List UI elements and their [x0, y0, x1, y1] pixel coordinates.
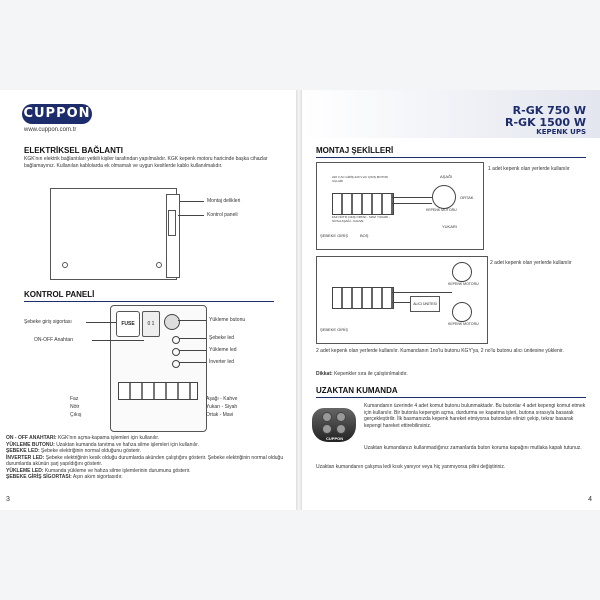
- diagram1-terminal-block: [332, 193, 394, 215]
- remote-para-1: Kumandanın üzerinde 4 adet komut butonu bulunmaktadır. Bu butonlar 4 adet kepengi komut etmek için kullanılır. Bir butonla kepengin açma, durdurma ve kapatma işleri, butona sırasıyla basarak gerçekleştirilir. İlk basmanızda kepenk hareket etmiyorsa butondan elinizi çekip, tekrar basarak kepengi hareket ettirebilirsiniz.: [364, 403, 586, 429]
- control-panel-title: KONTROL PANELİ: [24, 290, 95, 299]
- mounting-title: MONTAJ ŞEKİLLERİ: [316, 146, 394, 155]
- section-divider: [316, 157, 586, 158]
- mount-hole-icon: [156, 262, 162, 268]
- remote-para-3: Uzaktan kumandanın çalışma ledi kısık yanıyor veya hiç yanmıyorsa pilini değiştiriniz.: [316, 464, 506, 470]
- common-label: ORTAK: [460, 195, 474, 200]
- electrical-title: ELEKTRİKSEL BAĞLANTI: [24, 146, 123, 155]
- desc-item: YÜKLEME LED: Kumanda yükleme ve hafıza silme işlemlerinin durumunu gösterir.: [6, 467, 191, 474]
- mains-led-label: Şebeke led: [209, 335, 235, 341]
- mains-input-label: ŞEBEKE GİRİŞ: [320, 327, 349, 332]
- remote-button: [336, 412, 346, 422]
- load-button: [164, 314, 180, 330]
- terminal-block: [118, 382, 198, 400]
- right-page: [302, 90, 600, 510]
- pointer-line: [179, 362, 206, 363]
- terminal-up-label: Yukarı - Siyah: [206, 404, 238, 410]
- left-page: [0, 90, 296, 510]
- down-label: AŞAĞI: [440, 174, 453, 179]
- control-panel-label: Kontrol paneli: [207, 212, 238, 218]
- pointer-line: [178, 215, 204, 216]
- pointer-line: [92, 340, 144, 341]
- diagram2-caption: 2 adet kepenk olan yerlerde kullanılır: [490, 260, 572, 266]
- warning-note: Dikkat: Kepenkler sıra ile çalıştırılmalıdır.: [316, 371, 408, 377]
- load-button-label: Yükleme butonu: [209, 317, 246, 323]
- diagram1-headers: 220 V AC GİRİŞ 220 V AC ÇIKIŞ MOTOR UÇLARI: [332, 175, 388, 183]
- remote-button: [322, 424, 332, 434]
- fuse-holder: FUSE: [116, 311, 140, 337]
- desc-item: YÜKLEME BUTONU: Uzaktan kumanda tanıtma ve hafıza silme işlemleri için kullanılır.: [6, 441, 200, 448]
- on-off-label: ON-OFF Anahtarı: [34, 337, 74, 343]
- mount-hole-icon: [62, 262, 68, 268]
- terminal-neutral-label: Nötr: [70, 404, 80, 410]
- page-number: 4: [588, 496, 592, 503]
- diagram1-terminal-texts: FAZ NÖTR ÇIKIŞ ORTAK - MAVİ YUKARI - SİYAH AŞAĞI - KAHVE: [332, 215, 391, 223]
- remote-para-2: Uzaktan kumandanızı kullanmadığınız zamanlarda buton koruma kapağını mutlaka kapalı tutunuz.: [364, 445, 582, 451]
- receiver-unit: ALICI ÜNİTESİ: [410, 296, 440, 312]
- remote-button: [336, 424, 346, 434]
- section-divider: [316, 397, 586, 398]
- section-divider: [24, 301, 274, 302]
- wire: [392, 197, 432, 198]
- pointer-line: [179, 350, 206, 351]
- page-number: 3: [6, 496, 10, 503]
- diagram1-caption: 1 adet kepenk olan yerlerde kullanılır: [488, 166, 570, 172]
- control-panel-window: [168, 210, 176, 236]
- wire: [392, 292, 452, 293]
- cuppon-logo: CUPPON: [22, 104, 92, 124]
- mains-input-label: ŞEBEKE GİRİŞ: [320, 233, 349, 238]
- inverter-led-label: İnverter led: [209, 359, 235, 365]
- motor-icon: [452, 262, 472, 282]
- description-list: [6, 435, 290, 481]
- wire: [392, 302, 410, 303]
- load-led-label: Yükleme led: [209, 347, 237, 353]
- model-line-3: KEPENK UPS: [536, 128, 586, 136]
- motor-label: KEPENK MOTORU: [426, 208, 457, 212]
- pointer-line: [86, 322, 116, 323]
- model-line-2: R-GK 1500 W: [505, 116, 586, 129]
- terminal-common-label: Ortak - Mavi: [206, 412, 234, 418]
- electrical-text: KGK'nın elektrik bağlantıları yetkili kişiler tarafından yapılmalıdır. KGK kepenk motoru haricinde başka cihazlar bağlamayınız. Kullanılan kablolarda ek olmamalı ve uygun kesitlerde kablo kullanılmalıdır.: [24, 156, 268, 169]
- remote-title: UZAKTAN KUMANDA: [316, 386, 398, 395]
- terminal-output-label: Çıkış: [70, 412, 82, 418]
- remote-brand: CUPPON: [326, 436, 344, 441]
- pointer-line: [180, 201, 204, 202]
- pointer-line: [179, 338, 206, 339]
- up-label: YUKARI: [442, 224, 457, 229]
- motor-icon: [432, 185, 456, 209]
- pointer-line: [178, 320, 206, 321]
- ups-side-panel: [166, 194, 180, 278]
- desc-item: İNVERTER LED: Şebeke elektriğinin kesik olduğu durumlarda akünden çalıştığını gösterir. Şebeke elektriğinin normal olduğu durumlarda akünün şarj yapıldığını gösterir.: [6, 454, 284, 467]
- model-line-1: R-GK 750 W: [512, 104, 586, 117]
- remote-button: [322, 412, 332, 422]
- mounting-note: 2 adet kepenk olan yerlerde kullanılır. Kumandanın 1no'lu butonu KGY'ya, 2 no'lu butonu alıcı ünitesine yüklenir.: [316, 348, 564, 354]
- motor1-label: KEPENK MOTORU: [448, 282, 479, 286]
- fuse-label: Şebeke giriş sigortası: [24, 319, 72, 325]
- wire: [392, 203, 432, 204]
- terminal-down-label: Aşağı - Kahve: [206, 396, 238, 402]
- desc-item: ŞEBEKE GİRİŞ SİGORTASI: Aşırı akım sigortasıdır.: [6, 474, 123, 480]
- desc-item: ŞEBEKE LED: Şebeke elektriğinin normal olduğunu gösterir.: [6, 448, 142, 454]
- empty-label: BOŞ: [360, 233, 369, 238]
- mount-holes-label: Montaj delikleri: [207, 198, 241, 204]
- terminal-phase-label: Faz: [70, 396, 79, 402]
- on-off-switch: 0 1: [142, 311, 160, 337]
- diagram2-terminal-block: [332, 287, 394, 309]
- motor-icon: [452, 302, 472, 322]
- website-url: www.cuppon.com.tr: [24, 127, 77, 133]
- motor2-label: KEPENK MOTORU: [448, 322, 479, 326]
- desc-item: ON - OFF ANAHTARI: KGK'nın açma-kapama işlemleri için kullanılır.: [6, 435, 160, 441]
